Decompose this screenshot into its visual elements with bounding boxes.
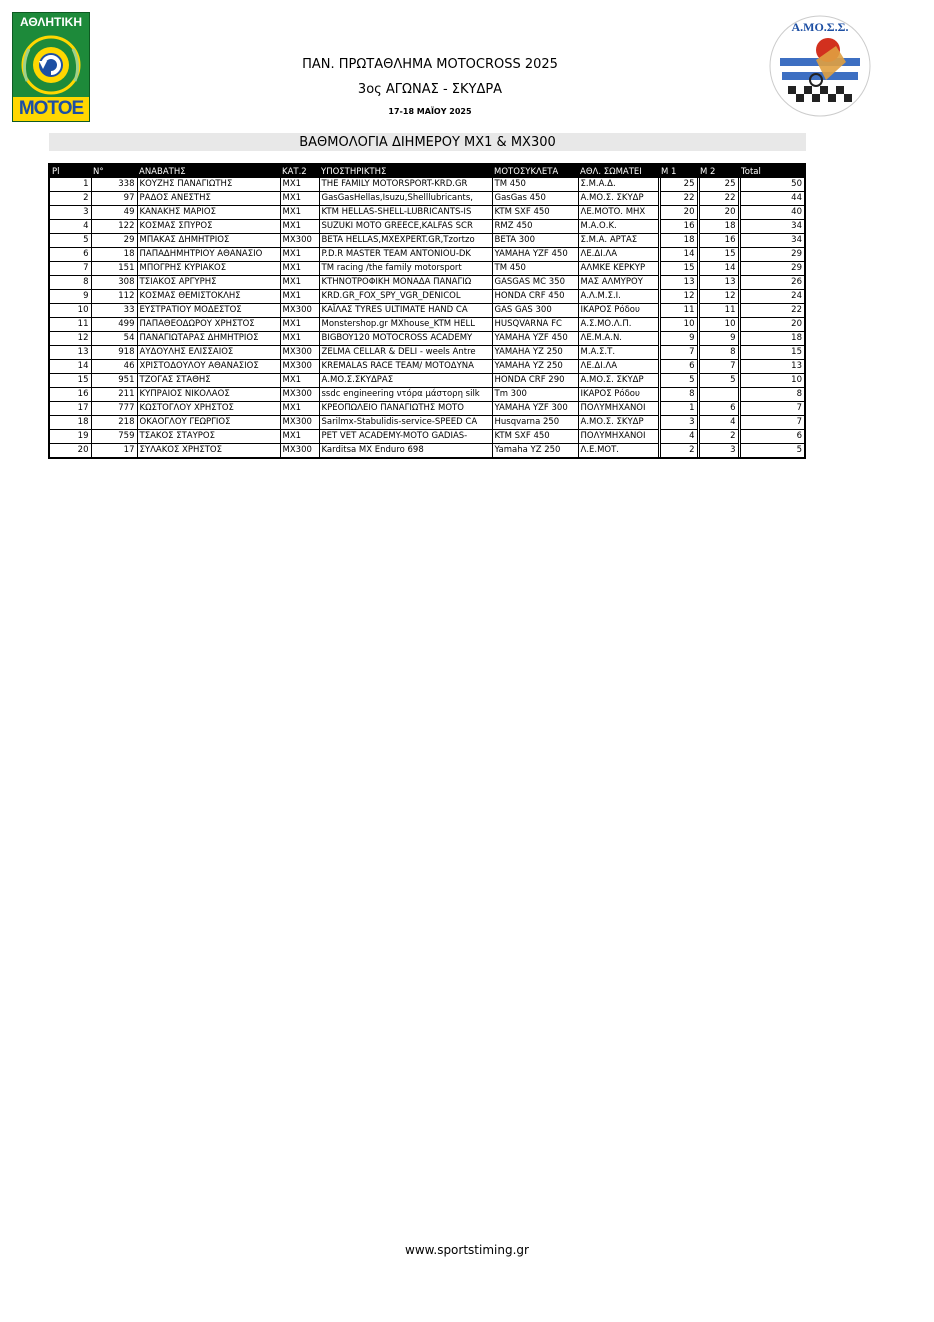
cell-m2: 3 — [698, 444, 739, 458]
cell-place: 5 — [50, 234, 91, 248]
cell-motorcycle: BETA 300 — [492, 234, 578, 248]
cell-total: 8 — [739, 388, 804, 402]
cell-m2: 2 — [698, 430, 739, 444]
cell-m1: 13 — [659, 276, 698, 290]
cell-place: 20 — [50, 444, 91, 458]
cell-number: 777 — [91, 402, 137, 416]
cell-motorcycle: HONDA CRF 290 — [492, 374, 578, 388]
cell-sponsor: TM racing /the family motorsport — [319, 262, 492, 276]
table-row — [50, 262, 804, 276]
table-row — [50, 444, 804, 458]
cell-club: Α.ΜΟ.Σ. ΣΚΥΔΡ — [578, 416, 659, 430]
cell-class: MX300 — [280, 388, 319, 402]
cell-class: MX1 — [280, 178, 319, 192]
cell-class: MX300 — [280, 416, 319, 430]
cell-total: 7 — [739, 416, 804, 430]
event-title: 3ος ΑΓΩΝΑΣ - ΣΚΥΔΡΑ — [357, 82, 503, 97]
results-table — [48, 163, 806, 459]
cell-class: MX1 — [280, 332, 319, 346]
cell-total: 13 — [739, 360, 804, 374]
cell-motorcycle: YAMAHA YZF 450 — [492, 248, 578, 262]
cell-club: Σ.Μ.Α.Δ. — [578, 178, 659, 192]
cell-club: ΛΕ.ΔΙ.ΛΑ — [578, 248, 659, 262]
cell-motorcycle: YAMAHA YZF 450 — [492, 332, 578, 346]
cell-rider: ΡΑΔΟΣ ΑΝΕΣΤΗΣ — [137, 192, 280, 206]
cell-rider: ΧΡΙΣΤΟΔΟΥΛΟΥ ΑΘΑΝΑΣΙΟΣ — [137, 360, 280, 374]
cell-sponsor: KTM HELLAS-SHELL-LUBRICANTS-IS — [319, 206, 492, 220]
cell-class: MX300 — [280, 360, 319, 374]
cell-sponsor: ΚΤΗΝΟΤΡΟΦΙΚΗ ΜΟΝΑΔΑ ΠΑΝΑΓΙΩ — [319, 276, 492, 290]
cell-number: 759 — [91, 430, 137, 444]
cell-total: 20 — [739, 318, 804, 332]
cell-class: MX1 — [280, 192, 319, 206]
cell-motorcycle: HUSQVARNA FC — [492, 318, 578, 332]
cell-club: Μ.Α.Σ.Τ. — [578, 346, 659, 360]
cell-number: 918 — [91, 346, 137, 360]
cell-number: 112 — [91, 290, 137, 304]
cell-place: 1 — [50, 178, 91, 192]
cell-class: MX1 — [280, 248, 319, 262]
cell-place: 14 — [50, 360, 91, 374]
cell-motorcycle: GAS GAS 300 — [492, 304, 578, 318]
cell-club: Α.Λ.Μ.Σ.Ι. — [578, 290, 659, 304]
cell-sponsor: Monstershop.gr MXhouse_KTM HELL — [319, 318, 492, 332]
cell-place: 2 — [50, 192, 91, 206]
cell-rider: ΑΥΔΟΥΛΗΣ ΕΛΙΣΣΑΙΟΣ — [137, 346, 280, 360]
cell-motorcycle: Yamaha YZ 250 — [492, 444, 578, 458]
cell-motorcycle: GASGAS MC 350 — [492, 276, 578, 290]
cell-m1: 4 — [659, 430, 698, 444]
cell-number: 29 — [91, 234, 137, 248]
cell-class: MX1 — [280, 220, 319, 234]
cell-m2: 10 — [698, 318, 739, 332]
cell-place: 7 — [50, 262, 91, 276]
col-header-place: Pl — [50, 165, 91, 178]
cell-place: 17 — [50, 402, 91, 416]
championship-title: ΠΑΝ. ΠΡΩΤΑΘΛΗΜΑ MOTOCROSS 2025 — [302, 57, 558, 72]
cell-m1: 10 — [659, 318, 698, 332]
cell-m1: 8 — [659, 388, 698, 402]
cell-sponsor: P.D.R MASTER TEAM ANTONIOU-DK — [319, 248, 492, 262]
logo-bottom-text: ΜΟΤΟΕ — [13, 97, 89, 121]
cell-m2: 14 — [698, 262, 739, 276]
cell-motorcycle: YAMAHA YZ 250 — [492, 346, 578, 360]
cell-number: 951 — [91, 374, 137, 388]
cell-rider: ΠΑΠΑΔΗΜΗΤΡΙΟΥ ΑΘΑΝΑΣΙΟ — [137, 248, 280, 262]
cell-class: MX300 — [280, 234, 319, 248]
cell-m2: 9 — [698, 332, 739, 346]
col-header-motorcycle: ΜΟΤΟΣΥΚΛΕΤΑ — [492, 165, 578, 178]
table-row — [50, 374, 804, 388]
cell-motorcycle: Tm 300 — [492, 388, 578, 402]
cell-club: ΜΑΣ ΑΛΜΥΡΟΥ — [578, 276, 659, 290]
cell-m1: 18 — [659, 234, 698, 248]
col-header-m2: M 2 — [698, 165, 739, 178]
cell-motorcycle: RMZ 450 — [492, 220, 578, 234]
cell-motorcycle: Husqvarna 250 — [492, 416, 578, 430]
amos-logo-text: Α.ΜΟ.Σ.Σ. — [791, 20, 849, 34]
cell-number: 308 — [91, 276, 137, 290]
cell-class: MX300 — [280, 346, 319, 360]
cell-m1: 6 — [659, 360, 698, 374]
cell-club: Α.Σ.ΜΟ.Λ.Π. — [578, 318, 659, 332]
cell-total: 40 — [739, 206, 804, 220]
cell-sponsor: ZELMA CELLAR & DELI - weels Antre — [319, 346, 492, 360]
cell-m2: 16 — [698, 234, 739, 248]
cell-rider: ΚΟΥΖΗΣ ΠΑΝΑΓΙΩΤΗΣ — [137, 178, 280, 192]
cell-club: Σ.Μ.Α. ΑΡΤΑΣ — [578, 234, 659, 248]
cell-motorcycle: GasGas 450 — [492, 192, 578, 206]
cell-class: MX300 — [280, 444, 319, 458]
table-header-row — [50, 165, 804, 178]
cell-m1: 3 — [659, 416, 698, 430]
cell-number: 97 — [91, 192, 137, 206]
cell-motorcycle: YAMAHA YZF 300 — [492, 402, 578, 416]
cell-club: Λ.Ε.ΜΟΤ. — [578, 444, 659, 458]
cell-m2: 25 — [698, 178, 739, 192]
table-row — [50, 360, 804, 374]
cell-m1: 14 — [659, 248, 698, 262]
cell-number: 33 — [91, 304, 137, 318]
table-row — [50, 206, 804, 220]
cell-m2: 18 — [698, 220, 739, 234]
cell-m1: 22 — [659, 192, 698, 206]
cell-club: ΙΚΑΡΟΣ Ρόδου — [578, 304, 659, 318]
cell-m1: 16 — [659, 220, 698, 234]
cell-total: 5 — [796, 445, 802, 455]
cell-total: 34 — [739, 220, 804, 234]
cell-sponsor: GasGasHellas,Isuzu,Shelllubricants, — [319, 192, 492, 206]
col-header-rider: ΑΝΑΒΑΤΗΣ — [137, 165, 280, 178]
cell-rider: ΚΑΝΑΚΗΣ ΜΑΡΙΟΣ — [137, 206, 280, 220]
footer-url: www.sportstiming.gr — [405, 1243, 529, 1257]
cell-m2: 22 — [698, 192, 739, 206]
cell-number: 17 — [91, 444, 137, 458]
cell-total: 24 — [739, 290, 804, 304]
cell-m1: 5 — [659, 374, 698, 388]
cell-rider: ΚΩΣΤΟΓΛΟΥ ΧΡΗΣΤΟΣ — [137, 402, 280, 416]
col-header-m1: M 1 — [659, 165, 698, 178]
motoe-logo — [12, 12, 90, 122]
cell-sponsor: ΚΑΪΛΑΣ TYRES ULTIMATE HAND CA — [319, 304, 492, 318]
table-row — [50, 290, 804, 304]
cell-m1: 7 — [659, 346, 698, 360]
cell-number: 499 — [91, 318, 137, 332]
cell-m2: 20 — [698, 206, 739, 220]
cell-number: 218 — [91, 416, 137, 430]
cell-rider: ΣΥΛΑΚΟΣ ΧΡΗΣΤΟΣ — [137, 444, 280, 458]
cell-number: 46 — [91, 360, 137, 374]
cell-m1: 12 — [659, 290, 698, 304]
cell-club: ΑΛΜΚΕ ΚΕΡΚΥΡ — [578, 262, 659, 276]
cell-number: 338 — [91, 178, 137, 192]
cell-rider: ΤΣΑΚΟΣ ΣΤΑΥΡΟΣ — [137, 430, 280, 444]
cell-motorcycle: YAMAHA YZ 250 — [492, 360, 578, 374]
cell-club: ΛΕ.Μ.Α.Ν. — [578, 332, 659, 346]
cell-total: 44 — [739, 192, 804, 206]
cell-club: Α.ΜΟ.Σ. ΣΚΥΔΡ — [578, 374, 659, 388]
cell-sponsor: Sarilmx-Stabulidis-service-SPEED CA — [319, 416, 492, 430]
cell-sponsor: SUZUKI MOTO GREECE,KALFAS SCR — [319, 220, 492, 234]
cell-rider: ΠΑΝΑΓΙΩΤΑΡΑΣ ΔΗΜΗΤΡΙΟΣ — [137, 332, 280, 346]
cell-place: 6 — [50, 248, 91, 262]
cell-club: Α.ΜΟ.Σ. ΣΚΥΔΡ — [578, 192, 659, 206]
table-row — [50, 318, 804, 332]
table-row — [50, 178, 804, 192]
cell-sponsor: KRD.GR_FOX_SPY_VGR_DENICOL — [319, 290, 492, 304]
cell-motorcycle: TM 450 — [492, 178, 578, 192]
cell-sponsor: ΚΡΕΟΠΩΛΕΙΟ ΠΑΝΑΓΙΩΤΗΣ ΜΟΤΟ — [319, 402, 492, 416]
cell-class: MX1 — [280, 262, 319, 276]
cell-class: MX1 — [280, 402, 319, 416]
event-dates: 17-18 ΜΑΪΟΥ 2025 — [388, 107, 472, 116]
cell-class: MX1 — [280, 374, 319, 388]
cell-club: ΠΟΛΥΜΗΧΑΝΟΙ — [578, 430, 659, 444]
table-row — [50, 220, 804, 234]
cell-total: 10 — [739, 374, 804, 388]
cell-sponsor: Karditsa MX Enduro 698 — [319, 444, 492, 458]
cell-total: 6 — [739, 430, 804, 444]
cell-number: 151 — [91, 262, 137, 276]
cell-club: Μ.Α.Ο.Κ. — [578, 220, 659, 234]
cell-total: 29 — [739, 262, 804, 276]
cell-rider: ΜΠΑΚΑΣ ΔΗΜΗΤΡΙΟΣ — [137, 234, 280, 248]
cell-m1: 20 — [659, 206, 698, 220]
cell-place: 12 — [50, 332, 91, 346]
cell-class: MX1 — [280, 430, 319, 444]
cell-club: ΛΕ.ΔΙ.ΛΑ — [578, 360, 659, 374]
cell-number: 54 — [91, 332, 137, 346]
cell-rider: ΚΟΣΜΑΣ ΣΠΥΡΟΣ — [137, 220, 280, 234]
cell-number: 211 — [91, 388, 137, 402]
cell-motorcycle: TM 450 — [492, 262, 578, 276]
cell-m2: 12 — [698, 290, 739, 304]
table-row — [50, 416, 804, 430]
cell-place: 8 — [50, 276, 91, 290]
cell-m2: 5 — [698, 374, 739, 388]
table-row — [50, 248, 804, 262]
cell-m1: 2 — [659, 444, 698, 458]
cell-rider: ΜΠΟΓΡΗΣ ΚΥΡΙΑΚΟΣ — [137, 262, 280, 276]
cell-place: 9 — [50, 290, 91, 304]
cell-m1: 1 — [659, 402, 698, 416]
cell-place: 11 — [50, 318, 91, 332]
table-row — [50, 388, 804, 402]
cell-place: 4 — [50, 220, 91, 234]
cell-total: 50 — [739, 178, 804, 192]
cell-number: 122 — [91, 220, 137, 234]
cell-rider: ΤΣΙΑΚΟΣ ΑΡΓΥΡΗΣ — [137, 276, 280, 290]
cell-motorcycle: HONDA CRF 450 — [492, 290, 578, 304]
cell-total: 29 — [739, 248, 804, 262]
cell-m1: 11 — [659, 304, 698, 318]
cell-number: 18 — [91, 248, 137, 262]
table-row — [50, 430, 804, 444]
cell-m1: 25 — [659, 178, 698, 192]
table-row — [50, 192, 804, 206]
cell-sponsor: THE FAMILY MOTORSPORT-KRD.GR — [319, 178, 492, 192]
cell-place: 10 — [50, 304, 91, 318]
cell-number: 49 — [91, 206, 137, 220]
cell-rider: ΕΥΣΤΡΑΤΙΟΥ ΜΟΔΕΣΤΟΣ — [137, 304, 280, 318]
cell-place: 3 — [50, 206, 91, 220]
cell-m2: 13 — [698, 276, 739, 290]
col-header-class: ΚΑΤ.2 — [280, 165, 319, 178]
cell-m1: 9 — [659, 332, 698, 346]
cell-rider: ΚΥΠΡΑΙΟΣ ΝΙΚΟΛΑΟΣ — [137, 388, 280, 402]
cell-m1: 15 — [659, 262, 698, 276]
table-row — [50, 276, 804, 290]
cell-club: ΠΟΛΥΜΗΧΑΝΟΙ — [578, 402, 659, 416]
cell-sponsor: ssdc engineering ντόρα μάστορη silk — [319, 388, 492, 402]
cell-sponsor: PET VET ACADEMY-MOTO GADIAS- — [319, 430, 492, 444]
cell-m2: 15 — [698, 248, 739, 262]
table-row — [50, 346, 804, 360]
cell-place: 19 — [50, 430, 91, 444]
table-row — [50, 234, 804, 248]
cell-total: 34 — [739, 234, 804, 248]
cell-rider: ΚΟΣΜΑΣ ΘΕΜΙΣΤΟΚΛΗΣ — [137, 290, 280, 304]
table-row — [50, 304, 804, 318]
cell-m2 — [698, 388, 739, 402]
cell-m2: 4 — [698, 416, 739, 430]
cell-place: 15 — [50, 374, 91, 388]
cell-motorcycle: KTM SXF 450 — [492, 430, 578, 444]
cell-class: MX1 — [280, 290, 319, 304]
cell-m2: 11 — [698, 304, 739, 318]
cell-m2: 8 — [698, 346, 739, 360]
cell-class: MX300 — [280, 304, 319, 318]
cell-place: 18 — [50, 416, 91, 430]
logo-top-text: ΑΘΛΗΤΙΚΗ — [13, 13, 89, 31]
cell-total: 22 — [739, 304, 804, 318]
cell-class: MX1 — [280, 276, 319, 290]
col-header-club: ΑΘΛ. ΣΩΜΑΤΕΙ — [578, 165, 659, 178]
cell-total: 18 — [739, 332, 804, 346]
cell-class: MX1 — [280, 206, 319, 220]
motoe-emblem-icon — [13, 31, 89, 99]
amos-logo — [766, 10, 874, 118]
cell-sponsor: Α.ΜΟ.Σ.ΣΚΥΔΡΑΣ — [319, 374, 492, 388]
cell-rider: ΟΚΑΟΓΛΟΥ ΓΕΩΡΓΙΟΣ — [137, 416, 280, 430]
cell-sponsor: KREMALAS RACE TEAM/ ΜΟΤΟΔΥΝΑ — [319, 360, 492, 374]
cell-sponsor: BETA HELLAS,MXEXPERT.GR,Tzortzo — [319, 234, 492, 248]
cell-club: ΙΚΑΡΟΣ Ρόδου — [578, 388, 659, 402]
cell-sponsor: BIGBOY120 MOTOCROSS ACADEMY — [319, 332, 492, 346]
col-header-sponsor: ΥΠΟΣΤΗΡΙΚΤΗΣ — [319, 165, 492, 178]
cell-m2: 7 — [698, 360, 739, 374]
cell-class: MX1 — [280, 318, 319, 332]
cell-place: 13 — [50, 346, 91, 360]
cell-rider: ΤΖΟΓΑΣ ΣΤΑΘΗΣ — [137, 374, 280, 388]
cell-motorcycle: KTM SXF 450 — [492, 206, 578, 220]
cell-m2: 6 — [698, 402, 739, 416]
cell-club: ΛΕ.ΜΟΤΟ. ΜΗΧ — [578, 206, 659, 220]
cell-total: 7 — [739, 402, 804, 416]
standings-subtitle: ΒΑΘΜΟΛΟΓΙΑ ΔΙΗΜΕΡΟΥ ΜΧ1 & ΜΧ300 — [49, 133, 806, 151]
cell-total: 15 — [739, 346, 804, 360]
col-header-total: Total — [739, 165, 804, 178]
cell-place: 16 — [50, 388, 91, 402]
table-row — [50, 402, 804, 416]
cell-total: 26 — [739, 276, 804, 290]
col-header-number: N° — [91, 165, 137, 178]
cell-rider: ΠΑΠΑΘΕΟΔΩΡΟΥ ΧΡΗΣΤΟΣ — [137, 318, 280, 332]
table-row — [50, 332, 804, 346]
